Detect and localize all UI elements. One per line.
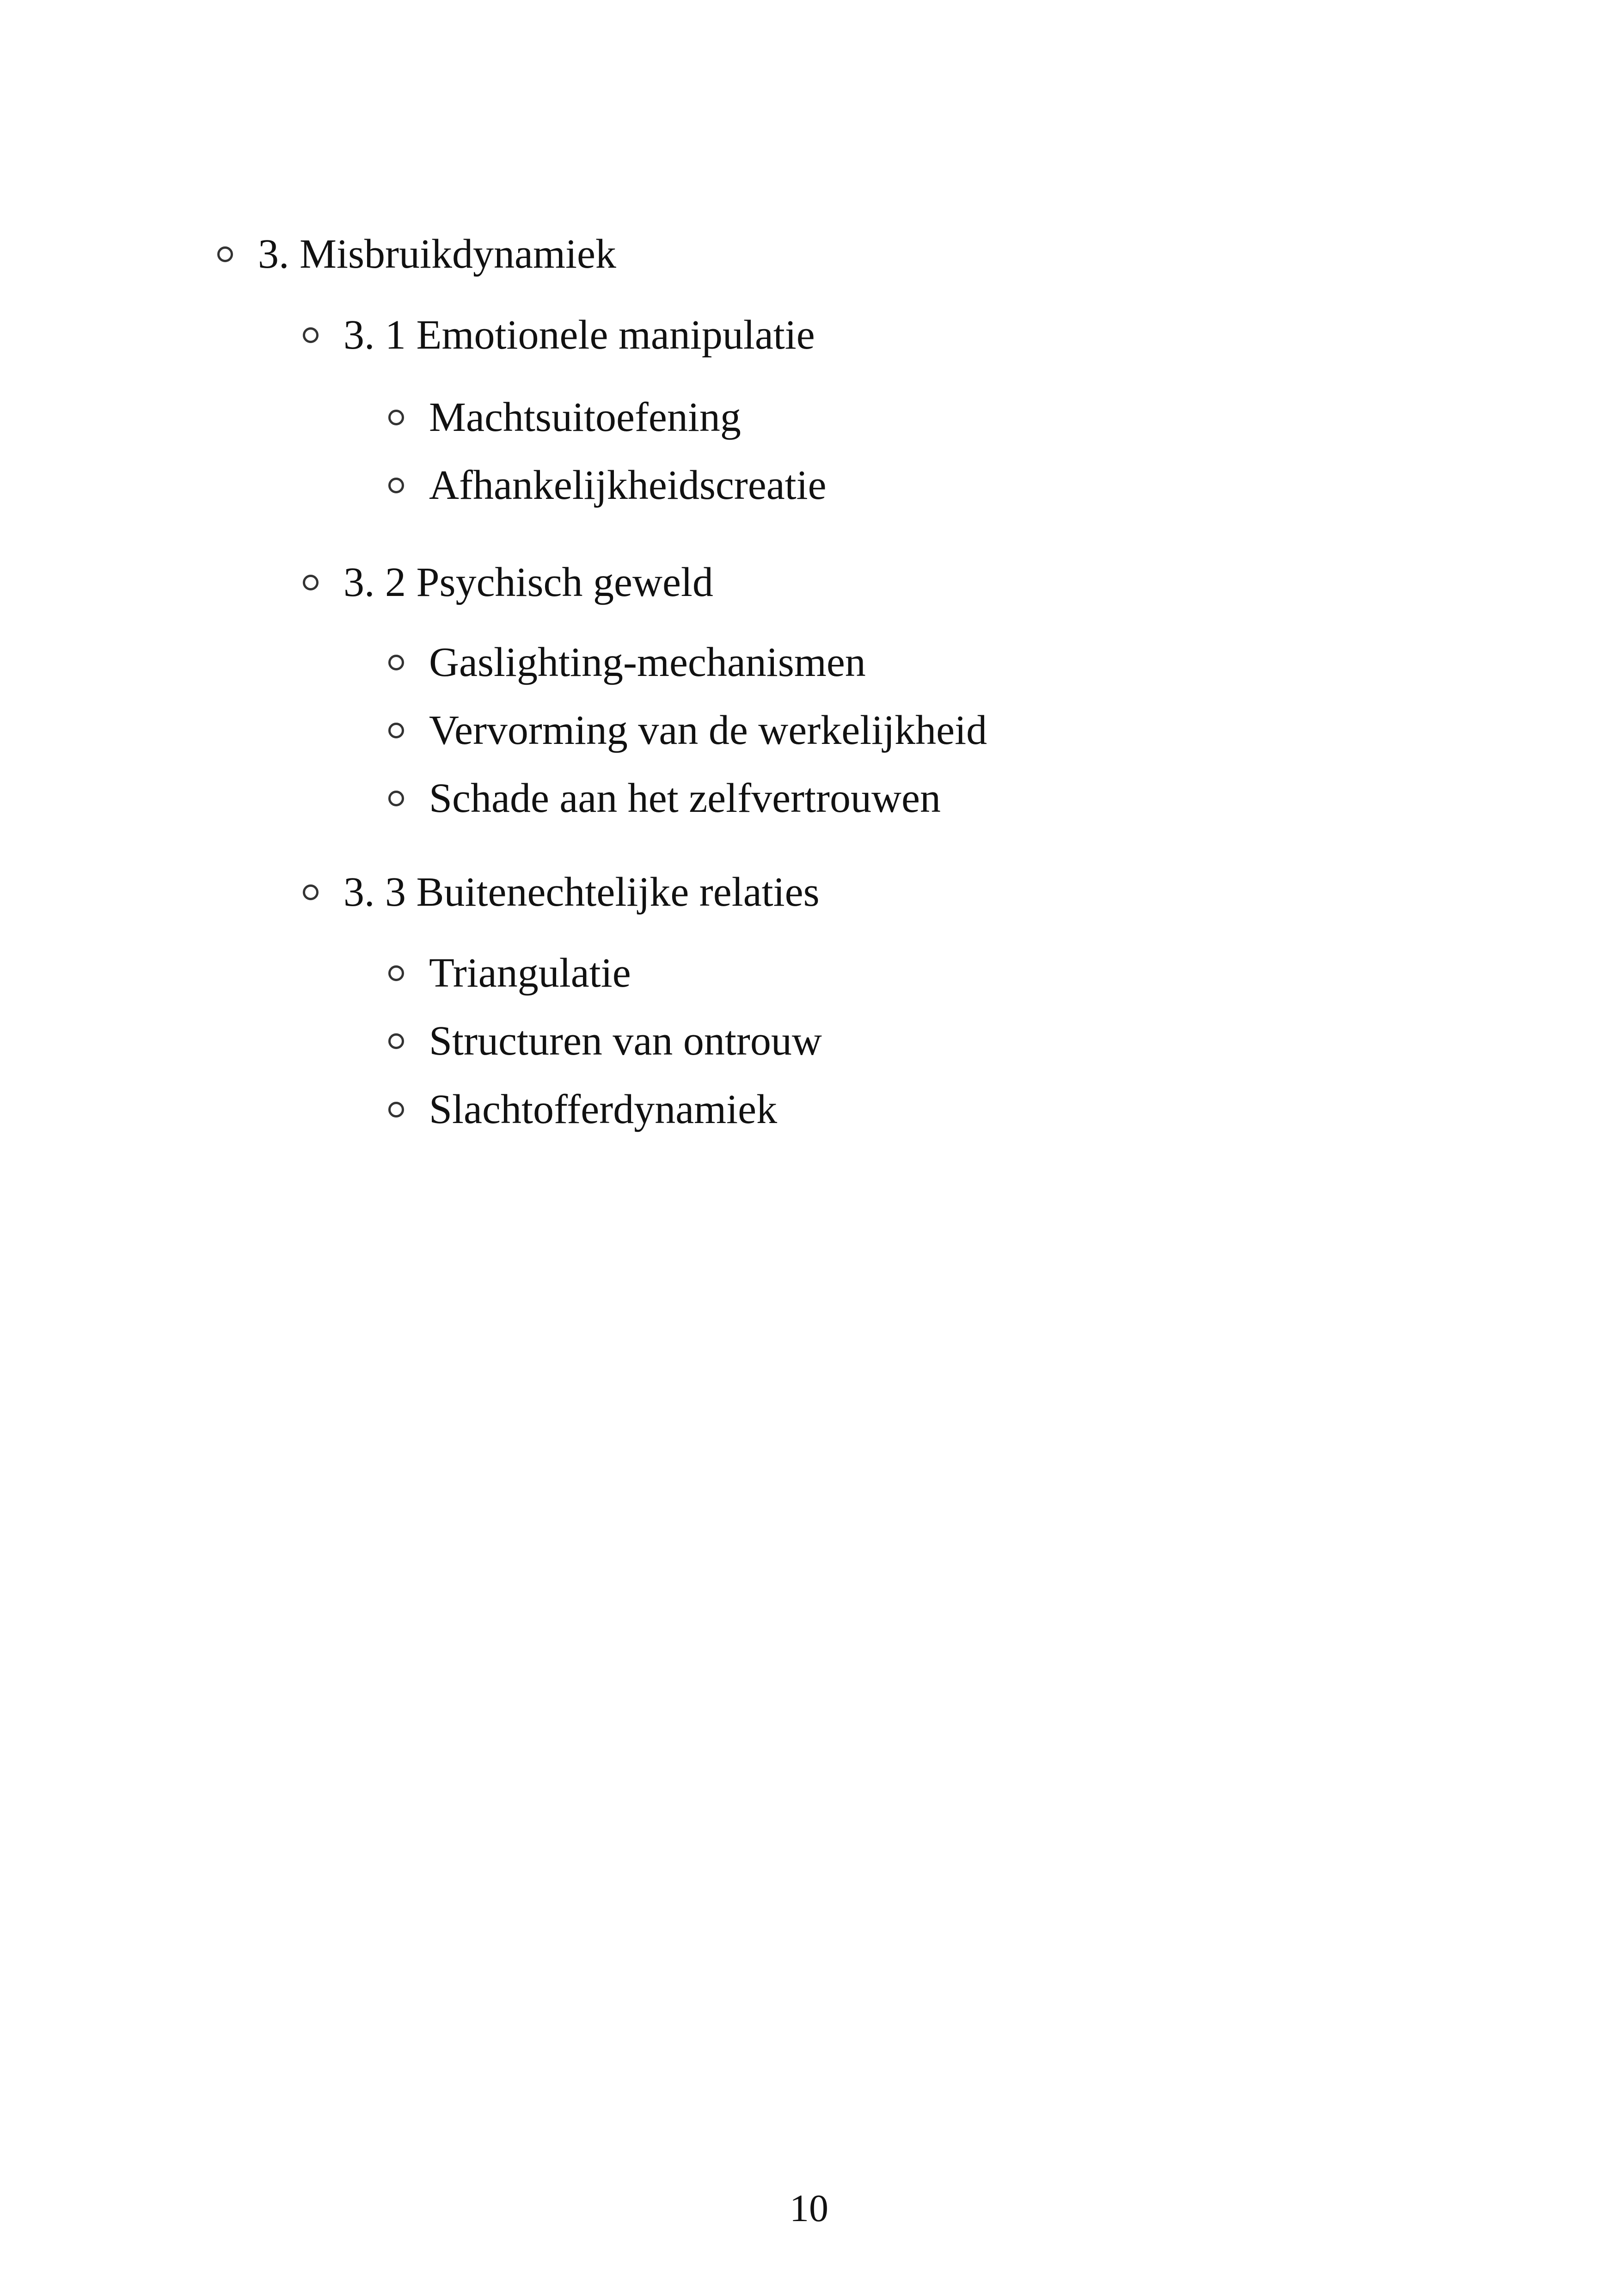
hollow-circle-icon: [388, 655, 404, 670]
list-item-label: Schade aan het zelfvertrouwen: [429, 775, 941, 821]
list-item-label: Gaslighting-mechanismen: [429, 639, 866, 685]
subsection-title: 3. 2 Psychisch geweld: [343, 559, 713, 605]
hollow-circle-icon: [388, 791, 404, 806]
hollow-circle-icon: [303, 575, 319, 590]
page-number: 10: [790, 2187, 828, 2230]
list-item-label: Machtsuitoefening: [429, 394, 741, 440]
subsection-title: 3. 1 Emotionele manipulatie: [343, 312, 815, 358]
hollow-circle-icon: [388, 723, 404, 738]
outline-subsection-3-2: [303, 559, 713, 605]
list-item-label: Triangulatie: [429, 950, 631, 996]
outline-section-3: [217, 233, 616, 275]
list-item: [388, 1089, 777, 1130]
list-item: [388, 639, 866, 685]
list-item-label: Slachtofferdynamiek: [429, 1087, 778, 1132]
outline-subsection-3-3: [303, 869, 820, 915]
hollow-circle-icon: [388, 1102, 404, 1117]
list-item: [388, 775, 941, 821]
subsection-title: 3. 3 Buitenechtelijke relaties: [343, 869, 820, 915]
hollow-circle-icon: [388, 478, 404, 493]
list-item-label: Afhankelijkheidscreatie: [429, 462, 827, 508]
hollow-circle-icon: [303, 327, 319, 343]
hollow-circle-icon: [217, 246, 233, 262]
list-item: [388, 394, 741, 440]
section-title: 3. Misbruikdynamiek: [258, 231, 616, 277]
hollow-circle-icon: [303, 884, 319, 900]
list-item: [388, 952, 631, 994]
outline-subsection-3-1: [303, 314, 815, 356]
list-item-label: Vervorming van de werkelijkheid: [429, 707, 987, 753]
hollow-circle-icon: [388, 410, 404, 425]
list-item: [388, 1020, 822, 1062]
list-item-label: Structuren van ontrouw: [429, 1018, 822, 1064]
list-item: [388, 462, 827, 508]
hollow-circle-icon: [388, 965, 404, 981]
list-item: [388, 707, 987, 753]
hollow-circle-icon: [388, 1033, 404, 1049]
